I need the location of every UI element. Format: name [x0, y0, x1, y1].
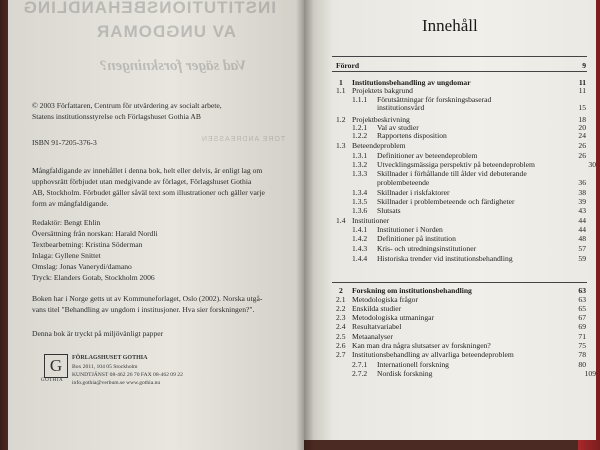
toc-entry-number: 1.1.1	[352, 95, 368, 104]
toc-entry-title: Enskilda studier	[352, 304, 402, 313]
toc-entry-number: 1.4	[336, 216, 346, 225]
toc-entry-number: 1.2.1	[352, 123, 368, 132]
origin-line: Boken har i Norge getts ut av Kommuneforlaget, Oslo (2002). Norska utgå-	[32, 294, 263, 303]
toc-entry-page: 44	[578, 216, 586, 225]
toc-entry-number: 2.4	[336, 322, 346, 331]
toc-entry-title: Institutionsbehandling av ungdomar	[352, 78, 471, 87]
toc-entry-title: Forskning om institutionsbehandling	[352, 286, 472, 295]
toc-entry-number: 1.4.2	[352, 234, 368, 243]
paper-note: Denna bok är tryckt på miljövänligt papper	[32, 329, 164, 338]
toc-entry-title: Definitioner av beteendeproblem	[377, 151, 478, 160]
toc-entry-number: 1.2.2	[352, 131, 368, 140]
toc-entry-number: 1.3.3	[352, 169, 368, 178]
toc-entry-page: 26	[578, 141, 586, 150]
gothia-logo-word: GOTHIA	[41, 378, 64, 383]
toc-entry-number: 2.7.2	[352, 369, 368, 378]
toc-entry-number: 2.2	[336, 304, 346, 313]
publisher-web: info.gothia@verbum.se www.gothia.nu	[72, 380, 161, 386]
rights-line: upphovsrätt förbjudet utan medgivande av förlaget, Förlagshuset Gothia	[32, 177, 252, 186]
left-page	[8, 0, 304, 450]
toc-entry-page: 18	[578, 115, 586, 124]
publisher-phone: KUNDTJÄNST 08-462 26 70 FAX 08-462 09 22	[72, 372, 183, 378]
toc-entry-number: 2.5	[336, 332, 346, 341]
publisher-address: Box 2011, 104 05 Stockholm	[72, 364, 138, 370]
show-through-author: TORE ANDREASSEN	[200, 136, 286, 143]
toc-entry-title: Förutsättningar för forskningsbaserad	[377, 95, 492, 104]
toc-entry-number: 1.3.1	[352, 151, 368, 160]
rights-line: Mångfaldigande av innehållet i denna bok, helt eller delvis, är enligt lag om	[32, 166, 263, 175]
toc-entry-title: Historiska trender vid institutionsbehandling	[377, 254, 513, 263]
toc-entry-page: 36	[578, 178, 586, 187]
toc-entry-number: 2.1	[336, 295, 346, 304]
show-through-title-line2: AV UNGDOMAR	[95, 22, 237, 41]
toc-entry-title: Internationell forskning	[377, 360, 449, 369]
toc-entry-title: Metaanalyser	[352, 332, 393, 341]
rights-line: form av mångfaldigande.	[32, 199, 109, 208]
toc-rule-top	[332, 56, 587, 57]
toc-entry-number: 1.4.3	[352, 244, 368, 253]
toc-entry-page: 78	[578, 350, 586, 359]
toc-entry-number: 1.3.6	[352, 206, 368, 215]
toc-entry-page: 57	[578, 244, 586, 253]
toc-entry-page: 63	[578, 295, 586, 304]
toc-entry-title: Beteendeproblem	[352, 141, 406, 150]
toc-entry-number: 1.2	[336, 115, 346, 124]
toc-entry-title: Institutioner	[352, 216, 390, 225]
toc-entry-page: 15	[578, 103, 586, 112]
toc-entry-page: 11	[578, 78, 586, 87]
show-through-title-line1: INSTITUTIONSBEHANDLING	[22, 0, 276, 17]
toc-entry-number: 2.3	[336, 313, 346, 322]
toc-entry-page: 39	[578, 197, 586, 206]
toc-entry-page: 30	[588, 160, 596, 169]
toc-entry-title: Projektbeskrivning	[352, 115, 410, 124]
toc-entry-title: Resultatvariabel	[352, 322, 402, 331]
toc-entry-title: Förord	[336, 61, 360, 70]
toc-entry-page: 48	[578, 234, 586, 243]
toc-entry-page: 11	[578, 86, 586, 95]
toc-entry-title: Projektets bakgrund	[352, 86, 413, 95]
show-through-subtitle: Vad säger forskningen?	[99, 58, 247, 74]
toc-entry-page: 38	[578, 188, 586, 197]
toc-entry-title: Metodologiska frågor	[352, 295, 419, 304]
toc-entry-number: 2.6	[336, 341, 346, 350]
rights-line: AB, Stockholm. Förbudet gäller såväl text som illustrationer och gäller varje	[32, 188, 265, 197]
toc-entry-number: 1.3	[336, 141, 346, 150]
toc-entry-page: 80	[578, 360, 586, 369]
credit-line: Redaktör: Bengt Ehlin	[32, 218, 101, 227]
toc-entry-title: Utvecklingsmässiga perspektiv på beteendeproblem	[377, 160, 535, 169]
toc-entry-page: 109	[584, 369, 596, 378]
toc-entry-title: Skillnader i riskfaktorer	[377, 188, 450, 197]
gothia-logo: G	[44, 354, 68, 378]
toc-entry-page: 75	[578, 341, 586, 350]
toc-entry-page: 44	[578, 225, 586, 234]
toc-entry-page: 69	[578, 322, 586, 331]
toc-entry-title: institutionsvård	[377, 103, 425, 112]
publisher-name: FÖRLAGSHUSET GOTHIA	[72, 355, 148, 361]
toc-entry-page: 20	[578, 123, 586, 132]
copyright-line: © 2003 Författaren, Centrum för utvärdering av socialt arbete,	[32, 101, 222, 110]
toc-entry-title: Metodologiska utmaningar	[352, 313, 435, 322]
toc-entry-title: Skillnader i problembeteende och färdigheter	[377, 197, 515, 206]
toc-entry-number: 1.3.5	[352, 197, 368, 206]
toc-entry-title: Definitioner på institution	[377, 234, 456, 243]
toc-entry-title: Kan man dra några slutsatser av forskningen?	[352, 341, 491, 350]
credit-line: Inlaga: Gyllene Snittet	[32, 251, 101, 260]
origin-line: vans titel "Behandling av ungdom i institusjoner. Hva sier forskningen?".	[32, 305, 255, 314]
toc-entry-page: 24	[578, 131, 586, 140]
toc-entry-number: 2.7.1	[352, 360, 368, 369]
toc-entry-page: 65	[578, 304, 586, 313]
credit-line: Översättning från norskan: Harald Nordli	[32, 229, 158, 238]
toc-entry-number: 1.3.4	[352, 188, 368, 197]
toc-entry-title: Institutioner i Norden	[377, 225, 443, 234]
toc-entry-page: 63	[578, 286, 586, 295]
credit-line: Tryck: Elanders Gotab, Stockholm 2006	[32, 273, 155, 282]
toc-entry-title: Slutsats	[377, 206, 401, 215]
toc-rule	[332, 282, 587, 283]
toc-entry-title: Skillnader i förhållande till ålder vid debuterande	[377, 169, 527, 178]
toc-entry-page: 9	[582, 61, 586, 70]
toc-entry-page: 26	[578, 151, 586, 160]
toc-entry-title: Nordisk forskning	[377, 369, 433, 378]
toc-entry-number: 1.4.4	[352, 254, 368, 263]
toc-entry-title: problembeteende	[377, 178, 430, 187]
toc-entry-page: 67	[578, 313, 586, 322]
toc-entry-number: 1.4.1	[352, 225, 368, 234]
copyright-line: Statens institutionsstyrelse och Förlagshuset Gothia AB	[32, 112, 201, 121]
toc-rule	[332, 71, 587, 72]
isbn: ISBN 91-7205-376-3	[32, 138, 97, 147]
book-gutter	[296, 0, 314, 450]
toc-entry-number: 1.3.2	[352, 160, 368, 169]
toc-entry-number: 2.7	[336, 350, 346, 359]
credit-line: Textbearbetning: Kristina Söderman	[32, 240, 143, 249]
credit-line: Omslag: Jonas Vanerydi/damano	[32, 262, 132, 271]
toc-entry-page: 71	[578, 332, 586, 341]
toc-entry-page: 59	[578, 254, 586, 263]
toc-entry-title: Rapportens disposition	[377, 131, 447, 140]
toc-title: Innehåll	[422, 16, 478, 35]
toc-entry-page: 43	[578, 206, 586, 215]
toc-entry-title: Kris- och utredningsinstitutioner	[377, 244, 477, 253]
toc-entry-title: Val av studier	[377, 123, 419, 132]
toc-entry-number: 1	[339, 78, 343, 87]
toc-entry-number: 2	[339, 286, 343, 295]
toc-entry-number: 1.1	[336, 86, 346, 95]
toc-entry-title: Institutionsbehandling av allvarliga beteendeproblem	[352, 350, 514, 359]
